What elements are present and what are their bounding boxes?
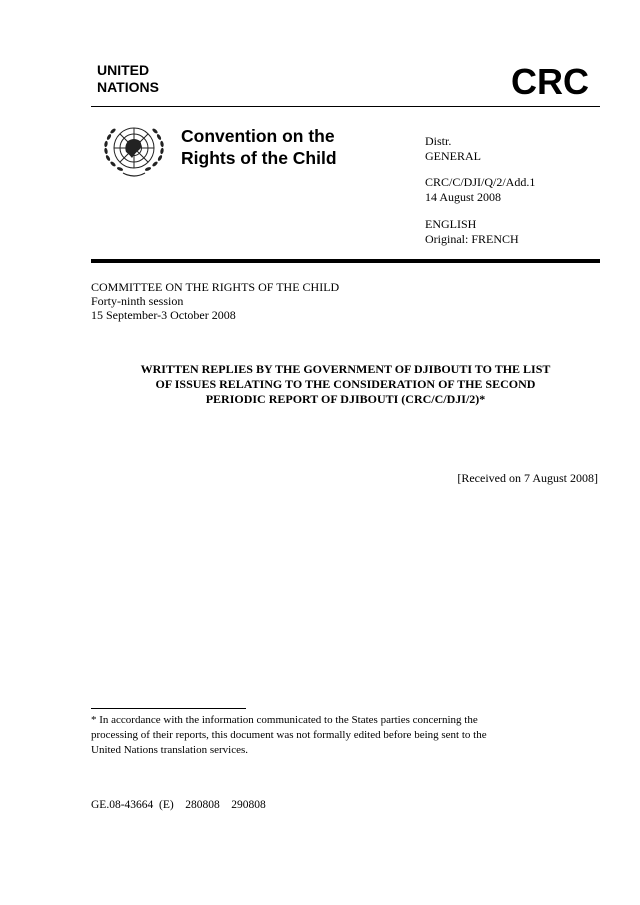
- document-symbol-block: [425, 175, 535, 205]
- convention-title: [181, 125, 337, 169]
- convention-title-line-1: Convention on the: [181, 126, 335, 146]
- main-title-line-2: OF ISSUES RELATING TO THE CONSIDERATION OF THE SECOND: [155, 377, 536, 391]
- title-block-divider: [91, 259, 600, 263]
- session-dates: 15 September-3 October 2008: [91, 308, 236, 322]
- organization-name: [97, 62, 159, 96]
- un-emblem-icon: [97, 117, 171, 183]
- footnote-line-1: * In accordance with the information communicated to the States parties concerning the: [91, 714, 478, 726]
- received-date: [Received on 7 August 2008]: [457, 471, 598, 485]
- document-series-symbol: CRC: [511, 61, 589, 102]
- main-title-line-3: PERIODIC REPORT OF DJIBOUTI (CRC/C/DJI/2)*: [205, 392, 486, 406]
- job-reference-number: GE.08-43664 (E) 280808 290808: [91, 799, 266, 811]
- footnote-line-2: processing of their reports, this document was not formally edited before being sent to the: [91, 729, 487, 741]
- session-number: Forty-ninth session: [91, 294, 184, 308]
- language-block: [425, 217, 519, 247]
- distr-label: Distr.: [425, 134, 452, 148]
- document-main-title: [91, 362, 600, 407]
- convention-title-line-2: Rights of the Child: [181, 148, 337, 168]
- original-language: Original: FRENCH: [425, 232, 519, 246]
- org-line-2: NATIONS: [97, 79, 159, 95]
- main-title-line-1: WRITTEN REPLIES BY THE GOVERNMENT OF DJIBOUTI TO THE LIST: [140, 362, 551, 376]
- committee-info: [91, 280, 339, 322]
- distribution-type: GENERAL: [425, 149, 481, 163]
- footnote-line-3: United Nations translation services.: [91, 744, 249, 756]
- org-line-1: UNITED: [97, 62, 150, 78]
- document-symbol: CRC/C/DJI/Q/2/Add.1: [425, 175, 536, 189]
- header-divider: [91, 106, 600, 107]
- document-date: 14 August 2008: [425, 190, 502, 204]
- committee-name: COMMITTEE ON THE RIGHTS OF THE CHILD: [91, 280, 340, 294]
- document-language: ENGLISH: [425, 217, 477, 231]
- distribution-block: [425, 134, 481, 164]
- footnote-separator: [91, 708, 246, 709]
- footnote: [91, 713, 571, 758]
